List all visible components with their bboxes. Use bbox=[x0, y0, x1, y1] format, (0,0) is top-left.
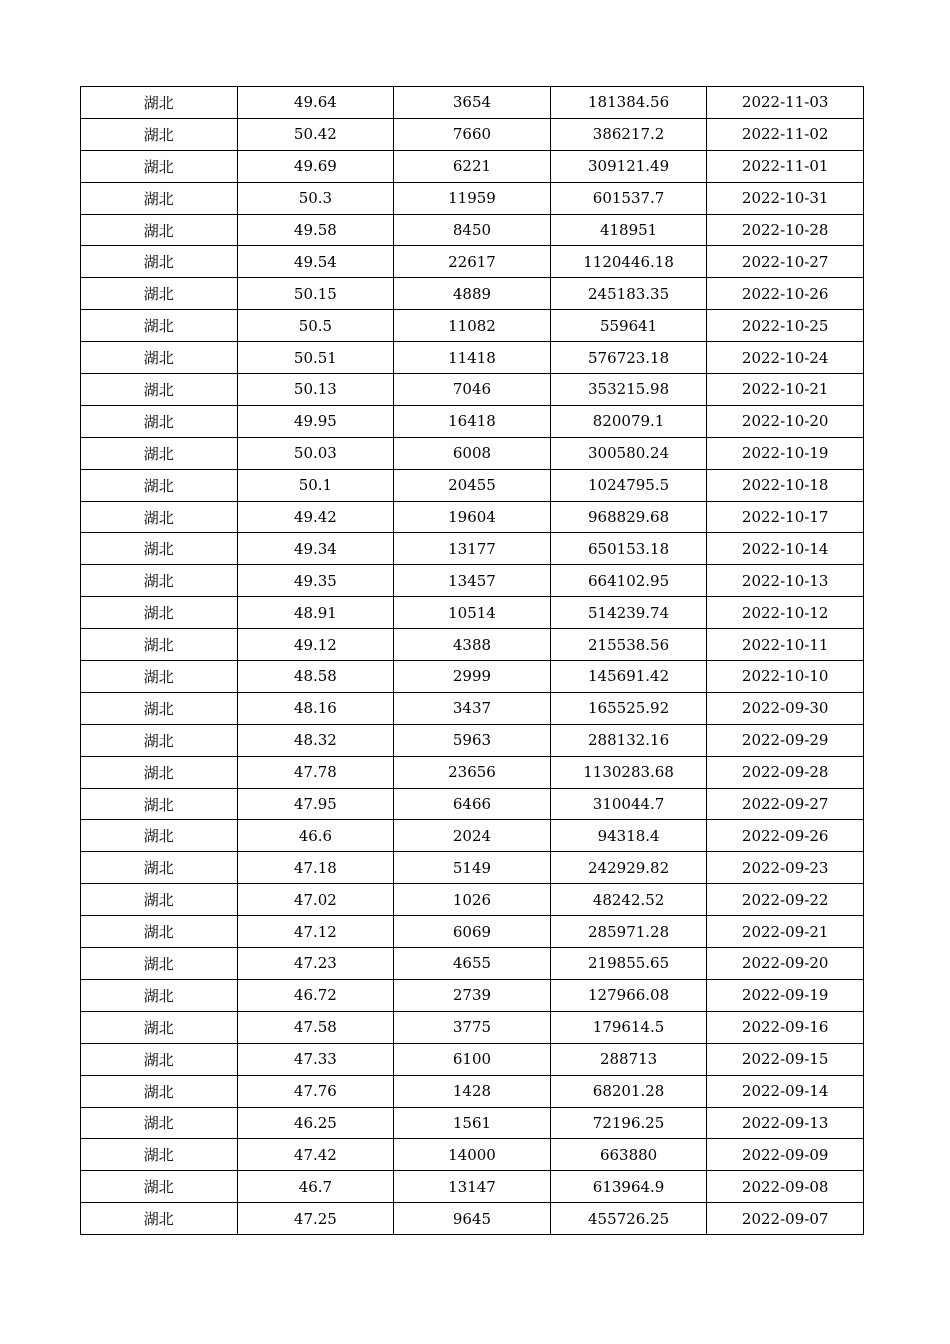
volume-cell: 8450 bbox=[394, 214, 551, 246]
table-row bbox=[81, 597, 864, 629]
volume-cell: 3437 bbox=[394, 692, 551, 724]
price-cell: 49.64 bbox=[237, 87, 394, 119]
region-cell: 湖北 bbox=[81, 469, 238, 501]
region-cell: 湖北 bbox=[81, 820, 238, 852]
table-row bbox=[81, 182, 864, 214]
amount-cell: 1120446.18 bbox=[550, 246, 707, 278]
amount-cell: 288713 bbox=[550, 1043, 707, 1075]
price-cell: 50.3 bbox=[237, 182, 394, 214]
table-row bbox=[81, 310, 864, 342]
date-cell: 2022-09-16 bbox=[707, 1011, 864, 1043]
volume-cell: 19604 bbox=[394, 501, 551, 533]
region-cell: 湖北 bbox=[81, 118, 238, 150]
region-cell: 湖北 bbox=[81, 405, 238, 437]
date-cell: 2022-09-26 bbox=[707, 820, 864, 852]
price-cell: 47.78 bbox=[237, 756, 394, 788]
table-row bbox=[81, 278, 864, 310]
table-row bbox=[81, 1011, 864, 1043]
table-row bbox=[81, 629, 864, 661]
amount-cell: 48242.52 bbox=[550, 884, 707, 916]
volume-cell: 1026 bbox=[394, 884, 551, 916]
table-row bbox=[81, 788, 864, 820]
date-cell: 2022-09-20 bbox=[707, 948, 864, 980]
amount-cell: 664102.95 bbox=[550, 565, 707, 597]
date-cell: 2022-09-15 bbox=[707, 1043, 864, 1075]
table-row bbox=[81, 1203, 864, 1235]
volume-cell: 22617 bbox=[394, 246, 551, 278]
volume-cell: 13147 bbox=[394, 1171, 551, 1203]
table-row bbox=[81, 374, 864, 406]
amount-cell: 968829.68 bbox=[550, 501, 707, 533]
date-cell: 2022-10-20 bbox=[707, 405, 864, 437]
amount-cell: 650153.18 bbox=[550, 533, 707, 565]
price-cell: 47.12 bbox=[237, 916, 394, 948]
region-cell: 湖北 bbox=[81, 724, 238, 756]
volume-cell: 7660 bbox=[394, 118, 551, 150]
amount-cell: 418951 bbox=[550, 214, 707, 246]
date-cell: 2022-09-19 bbox=[707, 979, 864, 1011]
table-row bbox=[81, 948, 864, 980]
amount-cell: 663880 bbox=[550, 1139, 707, 1171]
date-cell: 2022-10-17 bbox=[707, 501, 864, 533]
amount-cell: 288132.16 bbox=[550, 724, 707, 756]
amount-cell: 300580.24 bbox=[550, 437, 707, 469]
date-cell: 2022-11-01 bbox=[707, 150, 864, 182]
date-cell: 2022-09-07 bbox=[707, 1203, 864, 1235]
volume-cell: 6221 bbox=[394, 150, 551, 182]
price-cell: 46.6 bbox=[237, 820, 394, 852]
date-cell: 2022-10-28 bbox=[707, 214, 864, 246]
region-cell: 湖北 bbox=[81, 916, 238, 948]
region-cell: 湖北 bbox=[81, 1171, 238, 1203]
volume-cell: 1561 bbox=[394, 1107, 551, 1139]
volume-cell: 1428 bbox=[394, 1075, 551, 1107]
table-row bbox=[81, 533, 864, 565]
table-row bbox=[81, 87, 864, 119]
date-cell: 2022-10-11 bbox=[707, 629, 864, 661]
volume-cell: 5963 bbox=[394, 724, 551, 756]
price-cell: 47.25 bbox=[237, 1203, 394, 1235]
volume-cell: 10514 bbox=[394, 597, 551, 629]
amount-cell: 353215.98 bbox=[550, 374, 707, 406]
table-row bbox=[81, 661, 864, 693]
region-cell: 湖北 bbox=[81, 278, 238, 310]
volume-cell: 6466 bbox=[394, 788, 551, 820]
amount-cell: 219855.65 bbox=[550, 948, 707, 980]
price-cell: 46.72 bbox=[237, 979, 394, 1011]
table-row bbox=[81, 437, 864, 469]
table-row bbox=[81, 724, 864, 756]
date-cell: 2022-09-30 bbox=[707, 692, 864, 724]
volume-cell: 6008 bbox=[394, 437, 551, 469]
date-cell: 2022-10-18 bbox=[707, 469, 864, 501]
price-cell: 48.32 bbox=[237, 724, 394, 756]
date-cell: 2022-10-27 bbox=[707, 246, 864, 278]
volume-cell: 14000 bbox=[394, 1139, 551, 1171]
region-cell: 湖北 bbox=[81, 533, 238, 565]
table-row bbox=[81, 692, 864, 724]
date-cell: 2022-11-03 bbox=[707, 87, 864, 119]
date-cell: 2022-09-09 bbox=[707, 1139, 864, 1171]
price-cell: 50.5 bbox=[237, 310, 394, 342]
price-cell: 49.35 bbox=[237, 565, 394, 597]
volume-cell: 2024 bbox=[394, 820, 551, 852]
date-cell: 2022-09-22 bbox=[707, 884, 864, 916]
table-row bbox=[81, 1075, 864, 1107]
table-row bbox=[81, 214, 864, 246]
table-row bbox=[81, 150, 864, 182]
date-cell: 2022-10-10 bbox=[707, 661, 864, 693]
volume-cell: 4889 bbox=[394, 278, 551, 310]
amount-cell: 514239.74 bbox=[550, 597, 707, 629]
amount-cell: 455726.25 bbox=[550, 1203, 707, 1235]
price-cell: 48.58 bbox=[237, 661, 394, 693]
amount-cell: 601537.7 bbox=[550, 182, 707, 214]
region-cell: 湖北 bbox=[81, 87, 238, 119]
amount-cell: 242929.82 bbox=[550, 852, 707, 884]
region-cell: 湖北 bbox=[81, 501, 238, 533]
table-row bbox=[81, 501, 864, 533]
volume-cell: 3654 bbox=[394, 87, 551, 119]
region-cell: 湖北 bbox=[81, 597, 238, 629]
region-cell: 湖北 bbox=[81, 374, 238, 406]
date-cell: 2022-09-08 bbox=[707, 1171, 864, 1203]
volume-cell: 2739 bbox=[394, 979, 551, 1011]
date-cell: 2022-10-14 bbox=[707, 533, 864, 565]
region-cell: 湖北 bbox=[81, 565, 238, 597]
region-cell: 湖北 bbox=[81, 1043, 238, 1075]
date-cell: 2022-09-21 bbox=[707, 916, 864, 948]
price-cell: 46.25 bbox=[237, 1107, 394, 1139]
amount-cell: 1130283.68 bbox=[550, 756, 707, 788]
volume-cell: 11082 bbox=[394, 310, 551, 342]
date-cell: 2022-09-13 bbox=[707, 1107, 864, 1139]
amount-cell: 127966.08 bbox=[550, 979, 707, 1011]
table-row bbox=[81, 852, 864, 884]
region-cell: 湖北 bbox=[81, 756, 238, 788]
region-cell: 湖北 bbox=[81, 884, 238, 916]
volume-cell: 20455 bbox=[394, 469, 551, 501]
table-row bbox=[81, 1107, 864, 1139]
amount-cell: 576723.18 bbox=[550, 342, 707, 374]
price-cell: 47.95 bbox=[237, 788, 394, 820]
volume-cell: 4388 bbox=[394, 629, 551, 661]
amount-cell: 215538.56 bbox=[550, 629, 707, 661]
date-cell: 2022-10-12 bbox=[707, 597, 864, 629]
region-cell: 湖北 bbox=[81, 342, 238, 374]
volume-cell: 13177 bbox=[394, 533, 551, 565]
table-row bbox=[81, 469, 864, 501]
price-cell: 49.69 bbox=[237, 150, 394, 182]
table-row bbox=[81, 884, 864, 916]
amount-cell: 179614.5 bbox=[550, 1011, 707, 1043]
date-cell: 2022-10-31 bbox=[707, 182, 864, 214]
price-cell: 47.18 bbox=[237, 852, 394, 884]
price-cell: 50.15 bbox=[237, 278, 394, 310]
date-cell: 2022-10-19 bbox=[707, 437, 864, 469]
amount-cell: 245183.35 bbox=[550, 278, 707, 310]
amount-cell: 72196.25 bbox=[550, 1107, 707, 1139]
region-cell: 湖北 bbox=[81, 788, 238, 820]
region-cell: 湖北 bbox=[81, 979, 238, 1011]
price-cell: 47.58 bbox=[237, 1011, 394, 1043]
amount-cell: 820079.1 bbox=[550, 405, 707, 437]
table-row bbox=[81, 246, 864, 278]
price-cell: 47.76 bbox=[237, 1075, 394, 1107]
date-cell: 2022-09-28 bbox=[707, 756, 864, 788]
region-cell: 湖北 bbox=[81, 150, 238, 182]
price-cell: 47.02 bbox=[237, 884, 394, 916]
date-cell: 2022-09-14 bbox=[707, 1075, 864, 1107]
date-cell: 2022-09-29 bbox=[707, 724, 864, 756]
price-cell: 46.7 bbox=[237, 1171, 394, 1203]
region-cell: 湖北 bbox=[81, 310, 238, 342]
price-cell: 47.23 bbox=[237, 948, 394, 980]
volume-cell: 11418 bbox=[394, 342, 551, 374]
volume-cell: 3775 bbox=[394, 1011, 551, 1043]
date-cell: 2022-09-23 bbox=[707, 852, 864, 884]
date-cell: 2022-10-26 bbox=[707, 278, 864, 310]
date-cell: 2022-10-25 bbox=[707, 310, 864, 342]
price-cell: 49.95 bbox=[237, 405, 394, 437]
region-cell: 湖北 bbox=[81, 246, 238, 278]
date-cell: 2022-09-27 bbox=[707, 788, 864, 820]
region-cell: 湖北 bbox=[81, 214, 238, 246]
amount-cell: 1024795.5 bbox=[550, 469, 707, 501]
volume-cell: 23656 bbox=[394, 756, 551, 788]
volume-cell: 7046 bbox=[394, 374, 551, 406]
region-cell: 湖北 bbox=[81, 1139, 238, 1171]
region-cell: 湖北 bbox=[81, 692, 238, 724]
volume-cell: 9645 bbox=[394, 1203, 551, 1235]
table-row bbox=[81, 1139, 864, 1171]
amount-cell: 181384.56 bbox=[550, 87, 707, 119]
data-table bbox=[80, 86, 864, 1235]
region-cell: 湖北 bbox=[81, 437, 238, 469]
price-cell: 47.33 bbox=[237, 1043, 394, 1075]
table-row bbox=[81, 820, 864, 852]
table-row bbox=[81, 405, 864, 437]
amount-cell: 165525.92 bbox=[550, 692, 707, 724]
price-cell: 48.91 bbox=[237, 597, 394, 629]
amount-cell: 309121.49 bbox=[550, 150, 707, 182]
region-cell: 湖北 bbox=[81, 629, 238, 661]
amount-cell: 94318.4 bbox=[550, 820, 707, 852]
price-cell: 49.34 bbox=[237, 533, 394, 565]
volume-cell: 16418 bbox=[394, 405, 551, 437]
price-cell: 50.03 bbox=[237, 437, 394, 469]
table-row bbox=[81, 1171, 864, 1203]
table-row bbox=[81, 118, 864, 150]
region-cell: 湖北 bbox=[81, 1107, 238, 1139]
price-cell: 49.42 bbox=[237, 501, 394, 533]
amount-cell: 285971.28 bbox=[550, 916, 707, 948]
date-cell: 2022-10-24 bbox=[707, 342, 864, 374]
price-cell: 49.54 bbox=[237, 246, 394, 278]
price-cell: 48.16 bbox=[237, 692, 394, 724]
volume-cell: 6069 bbox=[394, 916, 551, 948]
volume-cell: 13457 bbox=[394, 565, 551, 597]
price-cell: 49.58 bbox=[237, 214, 394, 246]
price-cell: 47.42 bbox=[237, 1139, 394, 1171]
region-cell: 湖北 bbox=[81, 948, 238, 980]
amount-cell: 310044.7 bbox=[550, 788, 707, 820]
table-row bbox=[81, 979, 864, 1011]
price-cell: 50.42 bbox=[237, 118, 394, 150]
volume-cell: 11959 bbox=[394, 182, 551, 214]
table-row bbox=[81, 565, 864, 597]
amount-cell: 559641 bbox=[550, 310, 707, 342]
region-cell: 湖北 bbox=[81, 852, 238, 884]
date-cell: 2022-11-02 bbox=[707, 118, 864, 150]
volume-cell: 5149 bbox=[394, 852, 551, 884]
date-cell: 2022-10-13 bbox=[707, 565, 864, 597]
amount-cell: 145691.42 bbox=[550, 661, 707, 693]
region-cell: 湖北 bbox=[81, 1011, 238, 1043]
volume-cell: 2999 bbox=[394, 661, 551, 693]
price-cell: 49.12 bbox=[237, 629, 394, 661]
table-row bbox=[81, 756, 864, 788]
amount-cell: 613964.9 bbox=[550, 1171, 707, 1203]
table-row bbox=[81, 916, 864, 948]
volume-cell: 6100 bbox=[394, 1043, 551, 1075]
table-row bbox=[81, 342, 864, 374]
amount-cell: 386217.2 bbox=[550, 118, 707, 150]
date-cell: 2022-10-21 bbox=[707, 374, 864, 406]
table-body bbox=[81, 87, 864, 1235]
price-cell: 50.1 bbox=[237, 469, 394, 501]
region-cell: 湖北 bbox=[81, 661, 238, 693]
region-cell: 湖北 bbox=[81, 1203, 238, 1235]
price-cell: 50.13 bbox=[237, 374, 394, 406]
table-row bbox=[81, 1043, 864, 1075]
volume-cell: 4655 bbox=[394, 948, 551, 980]
region-cell: 湖北 bbox=[81, 182, 238, 214]
amount-cell: 68201.28 bbox=[550, 1075, 707, 1107]
region-cell: 湖北 bbox=[81, 1075, 238, 1107]
price-cell: 50.51 bbox=[237, 342, 394, 374]
